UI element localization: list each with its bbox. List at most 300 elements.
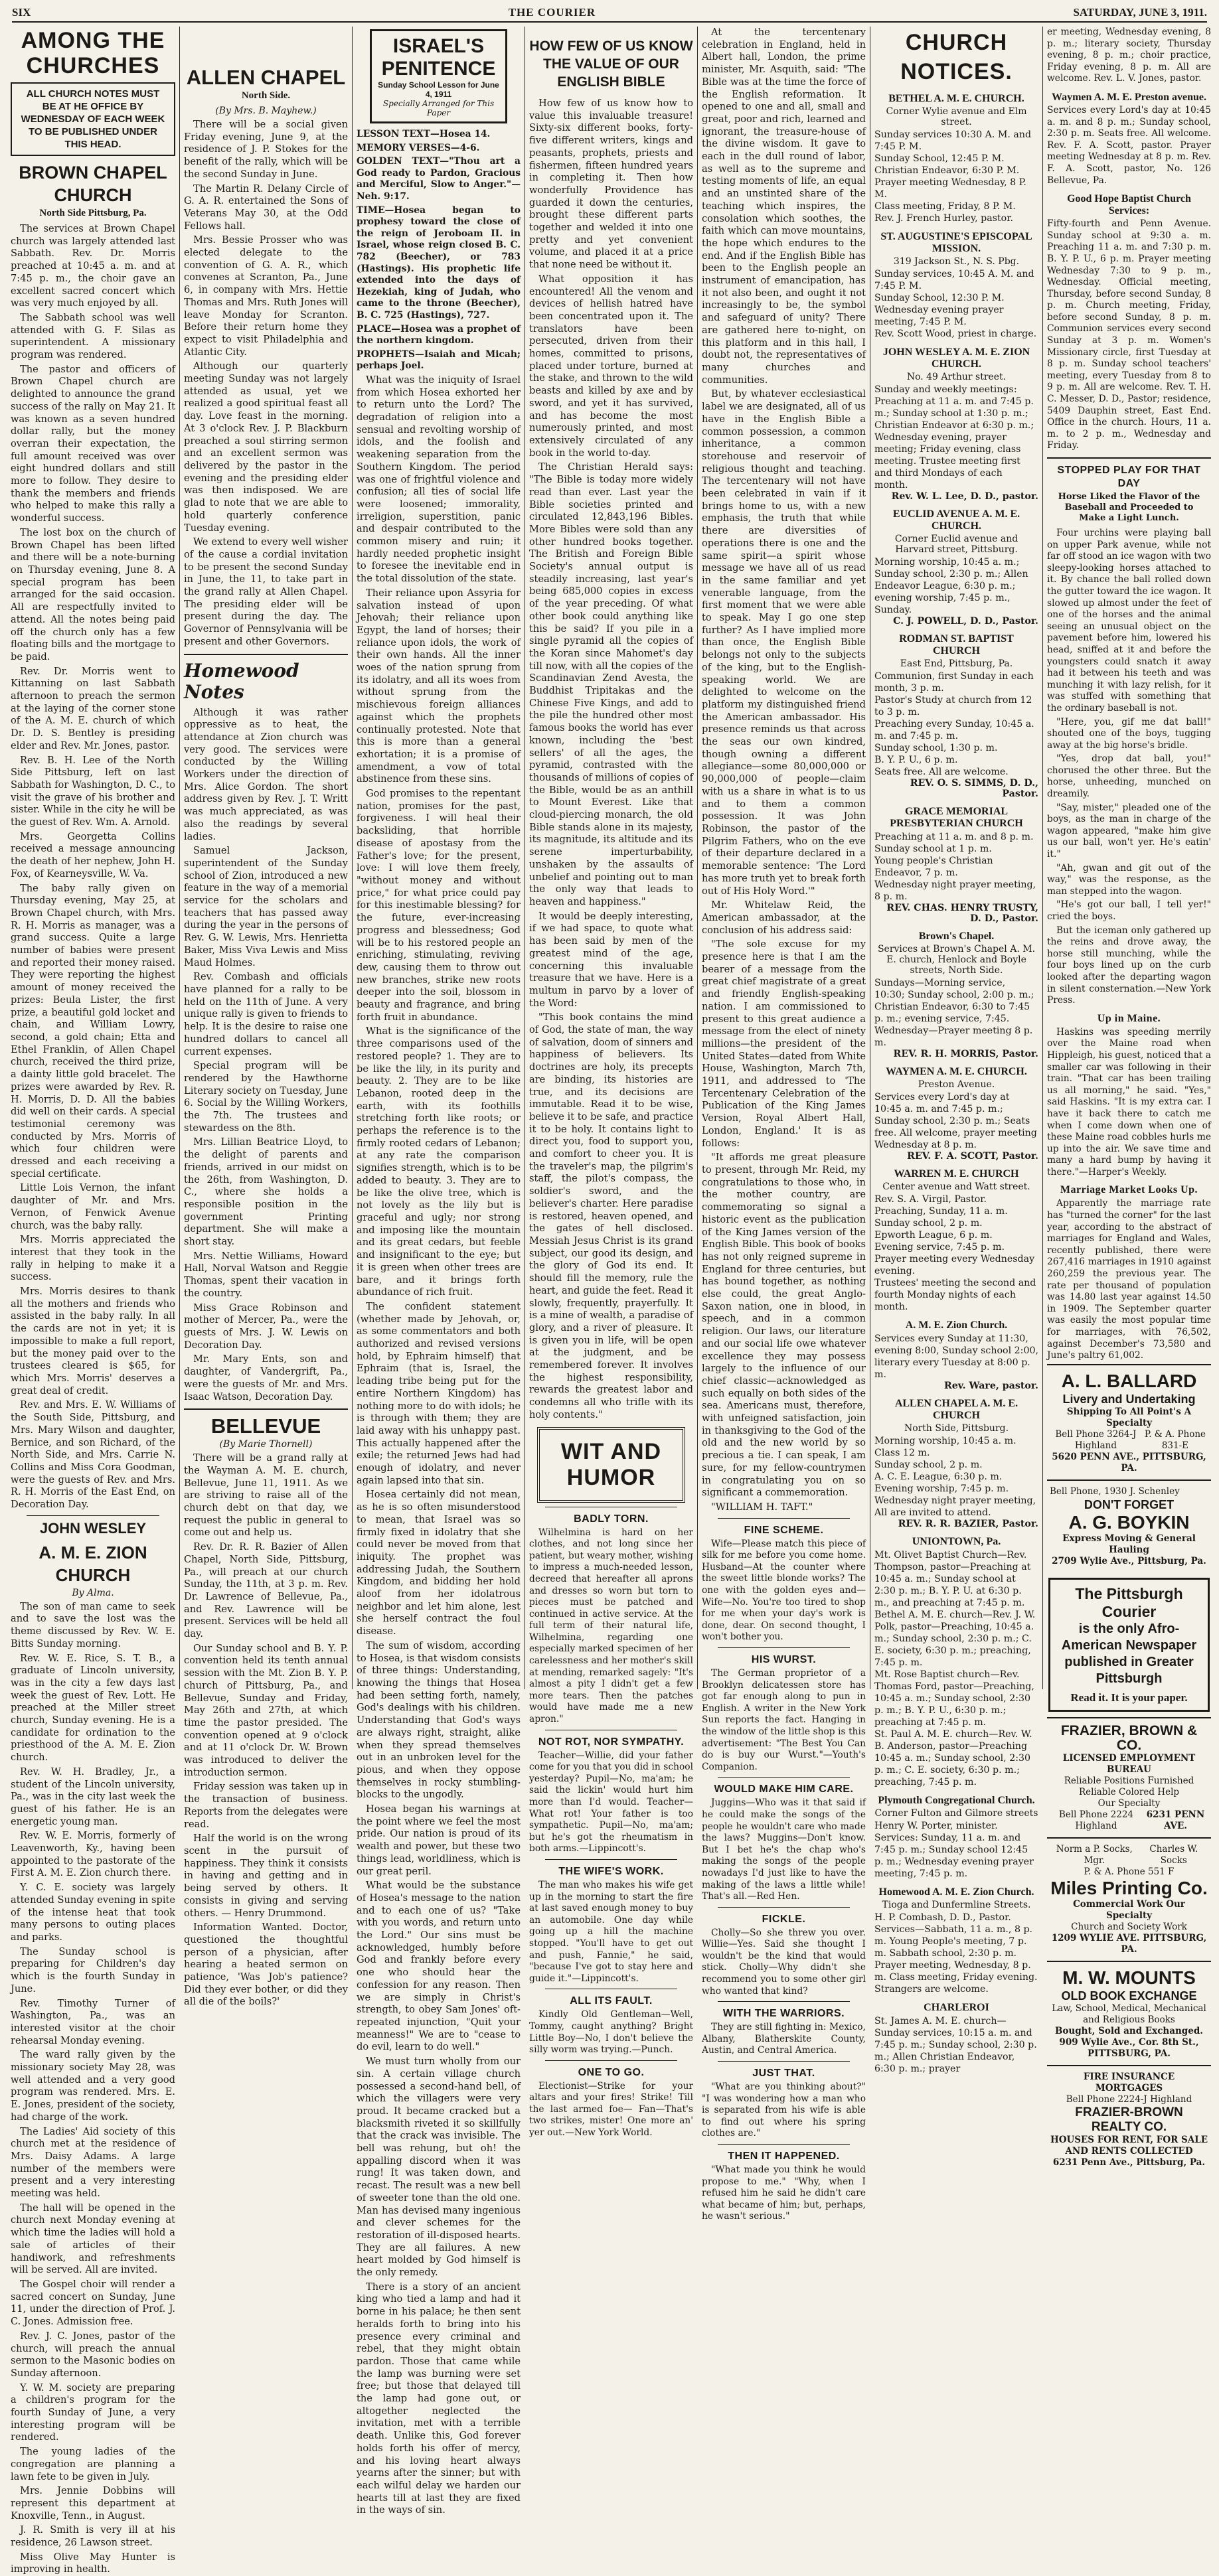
page-number: SIX	[12, 6, 31, 19]
joke-text: Wife—Please match this piece of silk for me before you come home. Husband—At the counter where the sweet little blonde works? The one with the golden eyes and— Wife—No. You're too tired to shop for me when your day's work is done, dear. On second thought, I won't bother you.	[702, 1538, 866, 1643]
church-service-line: Sunday and weekly meetings: Preaching at 11 a. m. and 7:45 p. m.; Sunday school at 1:30 p. m.; Christian Endeavor at 6:30 p. m.; Wednesday evening, prayer meeting; Friday evening, class meeting. Trustee meeting first and third Mondays of each month.	[874, 384, 1034, 491]
frazier-sub-2: Reliable Colored Help	[1078, 1786, 1180, 1797]
frazier-name: FRAZIER, BROWN & CO.	[1060, 1722, 1198, 1753]
article-paragraph: Mrs. Morris desires to thank all the mothers and friends who assisted in the baby rally. In all the cards are not in yet; it is impossible to make a full report, but the money paid over to the trustees cleared is $65, for which Mrs. Morris' deserves a great deal of credit.	[11, 1286, 175, 1397]
tercentenary-article	[702, 27, 866, 1514]
homewood-article	[184, 707, 348, 1404]
courier-ad-line-1: The Pittsburgh Courier	[1075, 1584, 1183, 1620]
article-paragraph: Rev. W. E. Rice, S. T. B., a graduate of Lincoln university, was in the city a few days last week the guest of Rev. Lott. He preached at the Miller street church, Sunday evening. He is a candidate for ordination to the priesthood of the A. M. E. Zion church.	[11, 1652, 175, 1764]
section-title: AMONG THE CHURCHES	[21, 28, 165, 78]
miles-name: Miles Printing Co.	[1050, 1877, 1208, 1898]
article-paragraph: The young ladies of the congregation are planning a lawn fete to be given in July.	[11, 2446, 175, 2482]
joke-title: THEN IT HAPPENED.	[728, 2151, 840, 2162]
church-service-line: Seats free. All are welcome.	[874, 767, 1009, 777]
church-service-line: Henry W. Porter, minister.	[874, 1821, 998, 1831]
church-service-line: Epworth League, 6 p. m.	[874, 1230, 993, 1241]
church-name: Good Hope Baptist Church Services:	[1067, 193, 1191, 217]
church-service-line: H. P. Combash, D. D., Pastor.	[874, 1912, 1011, 1923]
realty-address: 6231 Penn Ave., Pittsburg, Pa.	[1052, 2157, 1206, 2168]
church-service-line: Preaching, Sunday, 11 a. m.	[874, 1206, 1008, 1217]
article-paragraph: There is a story of an ancient king who tied a lamp and had it borne in his palace; he then sent heralds forth to bring into his presence every criminal and rebel, that they might obtain pardon. Those that came while the lamp was burning were set free; but those that delayed till the lamp had gone out, or altogether neglected the invitation, met with a terrible death. Unlike this, God forever holds forth his offer of mercy, and his loving heart always yearns after the sinner; but with each wilful delay we harden our hearts till at last they are fixed in the ways of sin.	[357, 2281, 521, 2516]
article-paragraph: The services at Brown Chapel church was largely attended last Sabbath. Rev. Dr. Morris preached at 10:45 a. m. and at 7:45 p. m., the choir gave an excellent sacred concert which was very much enjoyed by all.	[11, 223, 175, 309]
story-heading: STOPPED PLAY FOR THAT DAY	[1057, 465, 1201, 489]
article-paragraph: Mrs. Morris appreciated the interest that they took in the rally in helping to make it a success.	[11, 1234, 175, 1283]
frazier-line: LICENSED EMPLOYMENT BUREAU	[1062, 1752, 1196, 1775]
column-7	[1043, 27, 1215, 2168]
church-address: Corner Wylie avenue and Elm street.	[886, 106, 1027, 127]
church-service-line: Rev. J. French Hurley, pastor.	[874, 213, 1013, 224]
church-service-line: Evening service, 7:45 p. m.	[874, 1242, 1005, 1252]
article-paragraph: The Martin R. Delany Circle of G. A. R. entertained the Sons of Veterans May 30, at the Odd Fellows hall.	[184, 183, 348, 232]
joke-title: WOULD MAKE HIM CARE.	[714, 1783, 854, 1795]
article-paragraph: Hosea certainly did not mean, as he is so often misunderstood to mean, that Israel was so firmly fixed in idolatry that she could never be moved from that iniquity. The prophet was addressing Judah, the Southern Kingdom, and bidding her hold aloof from her idolatrous neighbor and let him alone, lest she herself contract the foul disease.	[357, 1489, 521, 1637]
church-service-line: Sunday school, 2 p. m.	[874, 1460, 983, 1470]
frazier-sub-3: Our Specialty	[1097, 1797, 1161, 1809]
divider	[718, 2061, 850, 2062]
church-address: 319 Jackson St., N. S. Pbg.	[893, 256, 1020, 267]
church-pastor: REV. R. H. MORRIS, Pastor.	[893, 1049, 1038, 1059]
marriage-text: Apparently the marriage rate has "turned the corner" for the last year, according to the abstract of marriages for England and Wales, recently published, there were 267,416 marriages in 1910 against 260,259 the previous year. The rate per thousand of population was 14.80 last year against 14.50 in 1909. The September quarter was easily the most popular time for marriages, with 76,502, against December's 73,580 and June's paltry 61,002.	[1047, 1198, 1211, 1361]
article-paragraph: Hosea began his warnings at the point where we feel the most pride. Our nation is proud of its wealth and power, but these two things lead, worldliness, which is our great peril.	[357, 1803, 521, 1877]
divider	[545, 1859, 677, 1860]
joke-text: Electionist—Strike for your altars and your fires! Strike! Till the last armed foe— Fan—That's two strikes, mister! One more an' yer out.—New York World.	[529, 2080, 693, 2139]
divider	[718, 1777, 850, 1778]
article-paragraph: Mr. Whitelaw Reid, the American ambassador, at the conclusion of his address said:	[702, 899, 866, 936]
article-paragraph: It would be deeply interesting, if we had space, to quote what has been said by men of the greatest mind of the age, concerning this invaluable treasure that we have. Here is a multum in parvo by a lover of the Word:	[529, 910, 693, 1009]
marriage-heading: Marriage Market Looks Up.	[1060, 1184, 1198, 1196]
article-paragraph: The Christian Herald says: "The Bible is today more widely read than ever. Last year the Bible societies printed and circulated 12,843,196 Bibles. More Bibles were sold than any other hundred books together. The British and Foreign Bible Society's annual output is steadily increasing, last year's being 685,000 copies in excess of the year preceding. Of what other book could anything like this be said? If you pile in a single pyramid all the copies of the Koran since Mahomet's day till now, with all the copies of the Scandinavian Zend Avesta, the Buddhist Tripitakas and the Chinese Five Kings, and add to the pile the hundred other most famous books the world has ever known, including the 'best sellers' of all the ages, the pyramid, contrasted with the thousands of millions of copies of the Bible, would be as an anthill to Mount Everest. Like that cloud-piercing monarch, the old Bible stands alone in its majesty, its magnitude, its altitude and its serene imperturbability, unshaken by the assaults of unbelief and pointing out to man the only way that leads to heaven and happiness."	[529, 461, 693, 907]
column-1	[7, 27, 179, 2575]
article-paragraph: Y. C. E. society was largely attended Sunday evening in spite of the intense heat that took many persons to outing places and parks.	[11, 1882, 175, 1943]
church-service-line: Young people's Christian Endeavor, 7 p. m.	[874, 856, 993, 878]
masthead	[12, 4, 1207, 23]
joke-text: They are still fighting in: Mexico, Albany, Blatherskite County, Austin, and Central America.	[702, 2022, 866, 2056]
article-paragraph: The lost box on the church of Brown Chapel has been lifted and there will be a note-burning on Thursday evening, June 8. A special program has been arranged for the said occasion. All are respectfully invited to attend. All the notes being paid off the church only has a few floating bills and the mortgage to be paid.	[11, 526, 176, 662]
joke-text: Kindly Old Gentleman—Well, Tommy, caught anything? Bright Little Boy—No, I don't believe the silly worm was trying.—Punch.	[529, 2009, 693, 2056]
bellevue-heading: BELLEVUE	[210, 1414, 321, 1438]
church-service-text: Services every Lord's day at 10:45 a. m. and 8 p. m.; Sunday school, 2:30 p. m. Seats free. All welcome. Rev. F. A. Scott, pastor. Prayer meeting Wednesday at 8 p. m. Rev. F. A. Scott, pastor, No. 126 Bellevue, Pa.	[1047, 104, 1211, 186]
article-paragraph: What opposition it has encountered! All the venom and devices of hellish hatred have been concentrated upon it. The translators have been persecuted, driven from their homes, committed to prisons, placed under torture, burned at the stake, and thrown to the wild beasts and killed by axe and by sword, and yet it has survived, and has become the most numerously printed, and most extensively circulated of any book in the world to-day.	[529, 273, 693, 459]
mounts-ad	[1047, 1961, 1211, 2065]
courier-ad-line-2: is the only Afro-American Newspaper published in Greater Pittsburgh	[1061, 1621, 1197, 1686]
bible-article-heading: HOW FEW OF US KNOW THE VALUE OF OUR ENGLISH BIBLE	[529, 38, 693, 90]
church-pastor: REV. CHAS. HENRY TRUSTY, D. D., Pastor.	[886, 903, 1038, 924]
article-paragraph: Miss Grace Robinson and mother of Mercer, Pa., were the guests of Mrs. J. W. Lewis on Decoration Day.	[184, 1302, 348, 1351]
church-service-line: Sunday school at 1 p. m.	[874, 844, 992, 854]
article-paragraph: Although it was rather oppressive as to heat, the attendance at Zion church was very good. The services were conducted by the Willing Workers under the direction of Mrs. Alice Gordon. The short address given by Rev. J. T. Writt was much appreciated, as was also the readings by several ladies.	[184, 706, 348, 842]
church-service-line: Services: Sunday, 11 a. m. and 7:45 p. m.; Sunday school 12:45 p. m.; Wednesday evening prayer meeting, 7:45 p. m.	[874, 1833, 1034, 1879]
article-paragraph: There will be a social given Friday evening, June 9, at the residence of J. P. Stokes for the benefit of the rally, which will be the second Sunday in June.	[184, 119, 348, 180]
article-paragraph: "This book contains the mind of God, the state of man, the way of salvation, doom of sinners and happiness of believers. Its doctrines are holy, its precepts are binding, its histories are true, and its decisions are immutable. Read it to be wise, believe it to be safe, and practice it to be holy. It contains light to direct you, food to support you, and comfort to cheer you. It is the traveler's map, the pilgrim's staff, the pilot's compass, the soldier's sword, and the believer's charter. Here paradise is restored, heaven opened, and the gates of hell disclosed. Messiah Jesus Christ is its grand subject, our good its design, and the glory of God its end. It should fill the memory, rule the heart, and guide the feet. Read it slowly, frequently, prayerfully. It is a mine of wealth, a paradise of glory, and a river of pleasure. It is given you in life, will be open at the judgment, and be remembered forever. It involves the highest responsibility, rewards the greatest labor and condemns all who trifle with its holy contents."	[529, 1012, 693, 1420]
church-service-line: Morning worship, 10:45 a. m.; Sunday school, 2:30 p. m.; Allen Endeavor League, 6:30 p. m.; evening worship, 7:45 p. m., Sunday.	[874, 557, 1028, 615]
story-article	[1047, 528, 1211, 1007]
column-4	[525, 27, 697, 2139]
divider	[184, 1408, 348, 1410]
joke-title: BADLY TORN.	[574, 1513, 649, 1525]
article-paragraph: Little Lois Vernon, the infant daughter of Mr. and Mrs. Vernon, of Fenwick Avenue church, was the baby rally.	[11, 1182, 175, 1231]
article-paragraph: "The sole excuse for my presence here is that I am the bearer of a message from the great chief magistrate of a great and friendly English-speaking nation. I am commissioned to present to this great audience a message from the elect of ninety millions—the president of the United States—dated from White House, Washington, March 7th, 1911, and addressed to 'The Tercentenary Celebration of the Publication of the King James Version, Royal Albert Hall, London, England.' It is as follows:	[702, 939, 866, 1149]
john-wesley-article	[11, 1601, 175, 2576]
article-paragraph: What was the iniquity of Israel from which Hosea exhorted her to return unto the Lord? The degradation of religion into a sensual and revolting worship of idols, and the foolish and weakening separation from the Southern Kingdom. The period was one of frightful violence and confusion; all ties of social life were loosened; immorality, irreligion, superstition, panic and despair contributed to the common misery and ruin; it hardly needed prophetic insight to foresee the inevitable end in the total dissolution of the state.	[357, 374, 521, 585]
church-service-line: St. Paul A. M. E. church—Rev. W. B. Anderson, pastor—Preaching 10:45 a. m.; Sunday school, 2:30 p. m.; C. E. society, 6:30 p. m.; preaching, 7:45 p. m.	[874, 1729, 1032, 1787]
article-paragraph: Special program will be rendered by the Hawthorne Literary society on Tuesday, June 6. Social by the Willing Workers, the 7th. The trustees and stewardess on the 8th.	[184, 1060, 348, 1134]
boykin-phone: Bell Phone, 1930 J. Schenley	[1050, 1485, 1180, 1497]
article-paragraph: We extend to every well wisher of the cause a cordial invitation to be present the second Sunday in June, the 11, to take part in the grand rally at Allen Chapel. The presiding elder will be present during the day. The Governor of Pennsylvania will be present and other Governors.	[184, 536, 348, 647]
article-paragraph: Y. W. M. society are preparing a children's program for the fourth Sunday of June, a very interesting program will be rendered.	[11, 2382, 175, 2443]
miles-manager-right: Charles W. Socks	[1149, 1843, 1198, 1866]
brown-chapel-article	[11, 223, 175, 1511]
church-address: No. 49 Arthur street.	[906, 372, 1007, 382]
church-name: UNIONTOWN, Pa.	[912, 1536, 1001, 1547]
ballard-ad	[1047, 1364, 1211, 1479]
realty-phone: Bell Phone 2224-J Highland	[1066, 2093, 1192, 2105]
bellevue-article	[184, 1452, 348, 2008]
article-paragraph: Rev. and Mrs. E. W. Williams of the South Side, Pittsburg, and Mrs. Mary Wilson and daughter, Bernice, and son Richard, of the North Side, and Mrs. Carrie N. Collins and Miss Cora Goodman, were the guests of Rev. and Mrs. R. H. Morris of the East End, on Decoration Day.	[11, 1399, 175, 1511]
article-paragraph: The ward rally given by the missionary society May 28, was well attended and a very good program was rendered. Mrs. E. E. Jones, president of the society, had charge of the work.	[11, 2049, 175, 2123]
church-name: GRACE MEMORIAL PRESBYTERIAN CHURCH	[890, 806, 1023, 829]
article-paragraph: The son of man came to seek and to save the lost was the theme discussed by Rev. W. E. Bitts Sunday morning.	[11, 1600, 175, 1649]
church-address: Corner Euclid avenue and Harvard street, Pittsburg.	[894, 534, 1018, 555]
church-service-line: B. Y. P. U., 6 p. m.	[874, 755, 958, 765]
lesson-header-lines	[357, 129, 521, 372]
ballard-name: A. L. BALLARD	[1061, 1370, 1197, 1391]
church-name: Homewood A. M. E. Zion Church.	[878, 1886, 1034, 1898]
church-service-line: Sunday services, 10:45 A. M. and 7:45 P. M.	[874, 269, 1034, 291]
article-paragraph: The sum of wisdom, according to Hosea, is that wisdom consists of three things: Understanding, knowing the things that Hosea had been setting forth, namely, God's dealings with his children. Understanding that God's ways are always right, straight, alike when they spread themselves out in an unbroken level for the pious, and when they oppose themselves in rocky stumbling-blocks to the ungodly.	[357, 1639, 521, 1801]
church-service-line: Services—Sabbath, 11 a. m., 8 p. m. Young People's meeting, 7 p. m. Sabbath school, 2:30 p. m. Prayer meeting, Wednesday, 8 p. m. Class meeting, Friday evening. Strangers are welcome.	[874, 1924, 1038, 1995]
joke-text: Juggins—Who was it that said if he could make the songs of the people he wouldn't care who made the laws? Muggins—Don't know. But I bet he's the chap who's making the songs of the people nowadays I'd just like to have the making of the laws a little while! That's all.—Red Hen.	[702, 1797, 866, 1902]
byline: (By Mrs. B. Mayhew.)	[215, 106, 317, 116]
church-address: North Side, Pittsburg.	[904, 1423, 1009, 1434]
frazier-address: 6231 PENN AVE.	[1146, 1809, 1205, 1831]
church-service-line: Rev. Scott Wood, priest in charge.	[874, 329, 1037, 339]
article-paragraph: At the tercentenary celebration in England, held in Albert hall, London, the prime minister, Mr. Asquith, said: "The Bible was at the time the force of the English reformation. It opened to one and all, small and great, poor and rich, learned and ignorant, the treasure-house of the divine wisdom. It gave to each in the dull round of labor, as well as to the supreme and testing moments of life, an equal and an unstinted share of the teaching which inspires, the consolation which soothes, the faith which can move mountains, the hope which endures to the end. And if the English Bible has been to the English people an instrument of emancipation, has it not also been, and ought it not increasingly to be, the symbol and safeguard of unity? There are gathered here to-night, on this platform and in this hall, I doubt not, the representatives of many churches and communities.	[702, 27, 866, 386]
frazier-phone: Bell Phone 2224 Highland	[1058, 1809, 1133, 1831]
church-name: A. M. E. Zion Church.	[905, 1320, 1008, 1331]
article-paragraph: "WILLIAM H. TAFT."	[711, 1501, 813, 1513]
church-notices-heading: CHURCH NOTICES.	[900, 30, 1013, 84]
brown-chapel-heading: BROWN CHAPEL CHURCH	[19, 163, 167, 205]
boykin-ad	[1047, 1479, 1211, 1572]
miles-managers	[1050, 1844, 1208, 1866]
lesson-header-line: PLACE—Hosea was a prophet of the northern kingdom.	[357, 323, 521, 346]
church-service-line: Class 12 m.	[874, 1448, 930, 1458]
church-service-line: Sunday services 10:30 A. M. and 7:45 P. M.	[874, 129, 1032, 152]
church-service-line: Wednesday night prayer meeting, All are invited to attend.	[874, 1495, 1036, 1518]
article-paragraph: Rev. Dr. R. R. Bazier of Allen Chapel, North Side, Pittsburg, Pa., will preach at our church Sunday, the 11th, at 3 p. m. Rev. Dr. Lawrence of Bellevue, Pa., and Rev. Lawrence will be present. Services will be held all day.	[184, 1541, 348, 1640]
joke-text: The man who makes his wife get up in the morning to start the fire at last saved enough money to buy an automobile. One day while going up a hill the machine stopped. "You'll have to get out and push, Fannie," he said, "because I've got to stay here and guide it."—Lippincott's.	[529, 1879, 693, 1984]
article-paragraph: Information Wanted. Doctor, questioned the thoughtful person of a physician, after hearing a heated sermon on patience, 'Was Job's patience? Did they ever bother, or did they all die of the boils?'	[184, 1922, 348, 2008]
story-subheading: Horse Liked the Flavor of the Baseball and Proceeded to Make a Light Lunch.	[1058, 492, 1200, 523]
lesson-title-1: ISRAEL'S	[392, 35, 485, 57]
lesson-article	[357, 374, 521, 2517]
column-2	[180, 27, 352, 2008]
church-pastor: C. J. POWELL, D. D., Pastor.	[893, 616, 1038, 627]
church-pastor: Rev. W. L. Lee, D. D., pastor.	[891, 491, 1038, 502]
article-paragraph: Rev. B. H. Lee of the North Side Pittsburg, left on last Sabbath for Washington, D. C., to visit the grave of his brother and sister. While in the city he will be the guest of Rev. Wm. A. Arnold.	[11, 754, 175, 828]
church-notices-list	[874, 93, 1038, 2075]
church-pastor: REV. F. A. SCOTT, Pastor.	[907, 1151, 1038, 1162]
column-6	[870, 27, 1042, 2074]
mounts-address: 909 Wylie Ave., Cor. 8th St., PITTSBURG, PA.	[1059, 2036, 1199, 2059]
article-paragraph: The pastor and officers of Brown Chapel church are delighted to announce the grand success of the rally on May 21. It was known as a seven hundred dollar rally, but the money overran their expectation, the full amount received was over eight hundred dollars and still more to follow. They desire to thank the members and friends who helped to make this rally a wonderful success.	[11, 363, 175, 524]
divider	[718, 2001, 850, 2002]
church-name: Brown's Chapel.	[918, 931, 995, 942]
brown-chapel-subheading: North Side Pittsburg, Pa.	[39, 208, 147, 218]
lesson-header-line: TIME—Hosea began to prophesy toward the close of the reign of Jeroboam II. in Israel, whose reign closed B. C. 782 (Beecher), or 783 (Hastings). His prophetic life extended into the days of Hezekiah, king of Judah, who came to the throne (Beecher), B. C. 725 (Hastings), 727.	[357, 204, 521, 321]
lesson-title-2: PENITENCE	[381, 58, 496, 80]
article-paragraph: The Ladies' Aid society of this church met at the residence of Mrs. Daisy Adams. A large number of the members were present and a very interesting meeting was held.	[11, 2125, 175, 2200]
byline: (By Marie Thornell)	[219, 1439, 313, 1450]
up-in-maine-text: Haskins was speeding merrily over the Maine road when Hippleigh, his guest, noticed that a smaller car was following in their train. "That car has been trailing us all morning," he said. "Yes," said Haskins. "It is my extra car. I have it back there to catch me when I come down when one of these Maine road cobbles hurls me up into the air. We save time and many a hard bump by having it there."—Harper's Weekly.	[1047, 1026, 1211, 1177]
church-name: RODMAN ST. BAPTIST CHURCH	[899, 633, 1014, 656]
divider	[545, 2060, 677, 2061]
church-service-line: Pastor's Study at church from 12 to 3 p. m.	[874, 695, 1032, 718]
article-paragraph: "Yes, drop dat ball, you!" chorused the other three. But the horse, unheeding, munched on dreamily.	[1047, 753, 1211, 800]
ballard-sub: Shipping To All Point's A Specialty	[1066, 1406, 1192, 1428]
mounts-sub-1: Law, School, Medical, Mechanical and Religious Books	[1052, 2003, 1206, 2025]
church-service-line: Class meeting, Friday, 8 P. M.	[874, 201, 1016, 212]
church-pastor: REV. O. S. SIMMS, D. D., Pastor.	[910, 778, 1038, 799]
allen-chapel-article	[184, 119, 348, 648]
lesson-date-line: Sunday School Lesson for June 4, 1911	[378, 80, 499, 99]
article-paragraph: The confident statement (whether made by Jehovah, or, as some commentators and both authorized and revised versions hold, by Ephraim himself) that Ephraim (that is, Israel, the leading tribe being put for the entire Northern Kingdom) has nothing more to do with idols; he is through with them; they are laid away with his unhappy past. This actually happened after the exile; the returned Jews had had enough of idolatry, and never again lapsed into that sin.	[357, 1300, 521, 1486]
allen-chapel-subheading: North Side.	[241, 90, 291, 101]
miles-sub: Church and Society Work	[1071, 1921, 1187, 1932]
article-paragraph: Rev. Dr. Morris went to Kittanning on last Sabbath afternoon to preach the sermon at the laying of the corner stone of the A. M. E. church of which Dr. D. S. Bentley is presiding elder and Rev. Mr. Jones, pastor.	[11, 665, 175, 751]
joke-text: The German proprietor of a Brooklyn delicatessen store has got far enough along to pun in English. A writer in the New York Sun reports the fact. Hanging in the window of the little shop is this advertisement: "The Best You Can do is buy our Wurst."—Youth's Companion.	[702, 1668, 866, 1772]
up-in-maine-heading: Up in Maine.	[1097, 1012, 1161, 1024]
jokes-list	[702, 1518, 866, 2223]
church-service-line: Services every Lord's day at 10:45 a. m. and 7:45 p. m.; Sunday school, 2:30 p. m.; Seats free. All welcome, prayer meeting Wednesday at 8 p. m.	[874, 1092, 1037, 1150]
mounts-name: M. W. MOUNTS	[1062, 1967, 1196, 1988]
church-service-line: Preaching every Sunday, 10:45 a. m. and 7:45 p. m.	[874, 719, 1034, 741]
lesson-header-line: MEMORY VERSES—4-6.	[357, 142, 480, 153]
article-paragraph: Our Sunday school and B. Y. P. convention held its tenth annual session with the Mt. Zion B. Y. P. church of Pittsburg, Pa., and Bellevue, Sunday and Friday, May 26th and 27th, at which time the pastor presided. The convention opened at 9 o'clock and at 11 o'clock Dr. W. Brown was introduced to deliver the introduction sermon.	[184, 1642, 348, 1778]
joke-title: THE WIFE'S WORK.	[558, 1865, 664, 1877]
lesson-arranged-line: Specially Arranged for This Paper	[382, 99, 495, 117]
article-paragraph: Friday session was taken up in the transaction of business. Reports from the delegates were read.	[184, 1781, 348, 1830]
lesson-header-line: GOLDEN TEXT—"Thou art a God ready to Pardon, Gracious and Merciful, Slow to Anger."—Neh. 9:17.	[357, 156, 521, 202]
article-paragraph: Miss Olive May Hunter is improving in health.	[11, 2551, 175, 2575]
article-paragraph: Mrs. Jennie Dobbins will represent this department at Knoxville, Tenn., in August.	[11, 2485, 175, 2522]
article-paragraph: There will be a grand rally at the Wayman A. M. E. church, Bellevue, June 11, 1911. As we are striving to raise all of the church debt on that day, we request the public in general to come out and help us.	[184, 1452, 348, 1539]
article-paragraph: What would be the substance of Hosea's message to the nation and to each one of us? "Take with you words, and return unto the Lord." Our sins must be acknowledged, humbly before God and frankly before every one who should hear the confession for any reason. Then we are simply in Christ's strength, to obey Sam Jones' oft-repeated injunction, "Quit your meanness!" We are to "cease to do evil, learn to do well."	[357, 1880, 521, 2053]
church-service-line: Evening worship, 7:45 p. m.	[874, 1483, 1009, 1494]
article-paragraph: Four urchins were playing ball on upper Park avenue, while not far off stood an ice wagon with two sleepy-looking horses attached to it. By chance the ball rolled down the gutter toward the ice wagon. It slowed up almost under the feet of one of the horses and the animal seeing an unusual object on the pavement before him, lowered his head, sniffed at it and before the youngsters could snatch it away had it between his teeth and was munching it with lazy relish, for it was stuffed with something that the ordinary baseball is not.	[1047, 528, 1211, 714]
boykin-pre: DON'T FORGET	[1084, 1497, 1175, 1511]
article-paragraph: God promises to the repentant nation, promises for the past, forgiveness. I will heal their backsliding, that horrible disease of apostasy from the Father's love; for the present, love: I will love them freely, "without money and without price," for what price could pay for this inestimable blessing? for the future, ever-increasing progress and blessedness; God will be to his restored people an enriching, stimulating, reviving dew, causing them to throw out new branches, strike new roots deeper into the soil, blossom in beauty and fragrance, and bring forth fruit in abundance.	[357, 788, 521, 1023]
church-service-line: Wednesday—Prayer meeting 8 p. m.	[874, 1025, 1033, 1048]
church-name: ST. AUGUSTINE'S EPISCOPAL MISSION.	[880, 231, 1032, 254]
church-name: WARREN M. E. CHURCH	[894, 1168, 1019, 1179]
divider	[718, 2144, 850, 2145]
article-paragraph: Samuel Jackson, superintendent of the Sunday school of Zion, introduced a new feature in the way of a memorial service for the scholars and teachers that has passed away during the year in the persons of Rev. G. W. Lewis, Mrs. Henrietta Baker, Miss Viva Lewis and Miss Maud Holmes.	[184, 845, 348, 968]
divider	[1047, 457, 1211, 459]
article-paragraph: Rev. J. C. Jones, pastor of the church, will preach the annual sermon to the Masonic bodies on Sunday afternoon.	[11, 2330, 175, 2379]
mounts-sub-2: Bought, Sold and Exchanged.	[1055, 2025, 1203, 2036]
church-service-line: A. C. E. League, 6:30 p. m.	[874, 1472, 1003, 1482]
divider	[27, 1515, 159, 1516]
article-paragraph: "Here, you, gif me dat ball!" shouted one of the boys, tugging away at the big horse's bridle.	[1047, 716, 1211, 751]
realty-line: HOUSES FOR RENT, FOR SALE AND RENTS COLLECTED	[1050, 2134, 1208, 2157]
article-paragraph: Mrs. Georgetta Collins received a message announcing the death of her nephew, John H. Fox, of Kearneysville, W. Va.	[11, 830, 175, 879]
article-paragraph: Half the world is on the wrong scent in the pursuit of happiness. They think it consists in having and getting and in being served by others. It consists in giving and serving others. — Henry Drummond.	[184, 1833, 348, 1919]
church-service-line: Morning worship, 10:45 a. m.	[874, 1436, 1016, 1446]
church-name: WAYMEN A. M. E. CHURCH.	[886, 1066, 1027, 1077]
article-paragraph: "It affords me great pleasure to present, through Mr. Reid, my congratulations to those who, in the mother country, are commemorating so signal a historic event as the publication of the King James version of the English Bible. This book of books has not only reigned supreme in England for three centuries, but has bound together, as nothing else could, the great Anglo-Saxon nation, one in blood, in speech, and in a common religion. Our laws, our literature and our social life owe whatever excellence they may possess largely to the influence of our chief classic—acknowledged as such equally on both sides of the sea. Americans must, therefore, with unfeigned satisfaction, join in thanksgiving to the God of the old and the new world by so precious a tie. I can speak, I am sure, for my fellow-countrymen in congratulating you on so significant a commemoration.	[702, 1152, 866, 1499]
boykin-name: A. G. BOYKIN	[1068, 1511, 1190, 1533]
article-paragraph: Mrs. Nettie Williams, Howard Hall, Norval Watson and Reggie Thomas, spent their vacation in the country.	[184, 1250, 348, 1299]
church-service-line: Christian Endeavor, 6:30 P. M.	[874, 165, 1020, 176]
article-paragraph: The baby rally given on Thursday evening, May 25, at Brown Chapel church, with Mrs. R. H. Morris as manager, was a grand success. Quite a large number of babies were present and reported their money raised. They were reporting the highest amount of money received the prizes: Beula Lister, the first prize, a beautiful gold locket and chain, and William Lowry, second, a gold chain; Etta and Ethel Franklin, of Allen Chapel church, received the third prize, a dainty little gold bracelet. The prizes were awarded by Rev. R. H. Morris, D. D. All the babies did well on their cards. A special testimonial ceremony was conducted by Mrs. Morris of which four children were dressed and each receiving a special certificate.	[11, 882, 175, 1179]
article-paragraph: The hall will be opened in the church next Monday evening at which time the ladies will hold a sale of articles of their handiwork, and refreshments will be served. All are invited.	[11, 2202, 175, 2276]
church-service-line: Sunday school, 1:30 p. m.	[874, 743, 998, 753]
article-paragraph: Although our quarterly meeting Sunday was not largely attended as usual, yet we realized a good spiritual feast all day. Love feast in the morning. At 3 o'clock Rev. J. P. Blackburn preached a soul stirring sermon and an excellent sermon was delivered by the pastor in the evening and the presiding elder was then indisposed. We are glad to note that we are able to hold quarterly conference Tuesday evening.	[184, 360, 348, 534]
allen-chapel-heading: ALLEN CHAPEL	[186, 66, 346, 89]
byline: By Alma.	[72, 1587, 114, 1598]
joke-title: ONE TO GO.	[578, 2066, 645, 2078]
lesson-header-line: LESSON TEXT—Hosea 14.	[357, 129, 491, 139]
church-service-line: Wednesday evening prayer meeting, 7:45 P. M.	[874, 305, 1004, 327]
ballard-address: 5620 PENN AVE., PITTSBURG, PA.	[1052, 1451, 1206, 1474]
courier-ad-line-3: Read it. It is your paper.	[1070, 1691, 1188, 1704]
church-name: CHARLEROI	[924, 2002, 989, 2013]
zion-church-heading: A. M. E. ZION CHURCH	[39, 1542, 147, 1585]
realty-ad	[1047, 2065, 1211, 2174]
frazier-contact	[1050, 1809, 1208, 1832]
frazier-brown-ad	[1047, 1717, 1211, 1837]
church-service-line: Prayer meeting every Wednesday evening.	[874, 1254, 1035, 1276]
column-3	[353, 27, 525, 2516]
homewood-heading: Homewood Notes	[184, 659, 299, 703]
church-name: BETHEL A. M. E. CHURCH.	[888, 93, 1024, 104]
church-address: East End, Pittsburg, Pa.	[900, 658, 1013, 669]
john-wesley-heading: JOHN WESLEY	[39, 1519, 147, 1537]
miles-phone: P. & A. Phone 551 F	[1084, 1866, 1175, 1877]
notice-line: er meeting, Wednesday evening, 8 p. m.; literary society, Thursday evening, 8 p. m.; choir practice, Friday evening, 8 p. m. All are welcome. Rev. L. V. Jones, pastor.	[1047, 27, 1211, 84]
article-paragraph: Rev. W. E. Morris, formerly of Leavenworth, Ky., having been appointed to the pastorate of the First A. M. E. Zion church there.	[11, 1830, 175, 1879]
miles-manager-left: Norm a P. Socks, Mgr.	[1056, 1843, 1133, 1866]
joke-title: FINE SCHEME.	[744, 1524, 824, 1536]
church-service-line: Wednesday night prayer meeting, 8 p. m.	[874, 879, 1036, 902]
article-paragraph: The Sunday school is preparing for Children's day which is the fourth Sunday in June.	[11, 1945, 175, 1995]
miles-line: Commercial Work Our Specialty	[1073, 1898, 1185, 1921]
joke-text: Cholly—So she threw you over. Willie—Yes. Said she thought I wouldn't be the kind that would stick. Cholly—Why didn't she recommend you to some other girl who wanted that kind?	[702, 1927, 866, 1997]
notice-continued	[1047, 27, 1211, 85]
church-service-line: Bethel A. M. E. church—Rev. J. W. Polk, pastor—Preaching, 10:45 a. m.; Sunday school, 2:30 p. m.; C. E. society, 6:30 p. m.; preaching, 7:45 p. m.	[874, 1610, 1036, 1668]
church-address: Tioga and Dunfermline Streets.	[882, 1900, 1031, 1910]
article-paragraph: We must turn wholly from our sin. A certain village church possessed a second-hand bell, of which the villagers were very proud. It became cracked but a blacksmith riveted it so skillfully that the crack was invisible. The bell was rehung, but oh! the appalling discord when it was rung! It was taken down, and recast. The result was a new bell of sweeter tone than the old one. Man has devised many ingenious and clever schemes for the restoration of ill-disposed hearts. They are all failures. A new heart molded by God himself is the only remedy.	[357, 2056, 521, 2279]
article-paragraph: Mrs. Bessie Prosser who was elected delegate to the convention of G. A. R., which convenes at Scranton, Pa., June 6, in company with Mrs. Hettie Thomas and Mrs. Ruth Jones will leave Monday for Scranton. Before their return home they expect to visit Philadelphia and Atlantic City.	[184, 234, 348, 358]
article-paragraph: But the iceman only gathered up the reins and drove away, the horse still munching, while the four boys lined up on the curb looked after the departing wagon in silent consternation.—New York Press.	[1047, 925, 1211, 1006]
jokes-list	[529, 1507, 693, 2139]
church-name: ALLEN CHAPEL A. M. E. CHURCH	[894, 1398, 1018, 1421]
church-service-line: Trustees' meeting the second and fourth Monday nights of each month.	[874, 1278, 1036, 1312]
submission-notice: ALL CHURCH NOTES MUST BE AT HE OFFICE BY WEDNESDAY OF EACH WEEK TO BE PUBLISHED UNDER THIS HEAD.	[11, 82, 175, 156]
church-service-line: Sundays—Morning service, 10:30; Sunday school, 2:00 p. m.; Christian Endeavor, 6:30 to 7:45 p. m.; evening service, 7:45.	[874, 978, 1034, 1024]
church-service-line: Prayer meeting Wednesday, 8 P. M.	[874, 177, 1026, 200]
article-paragraph: What is the significance of the three comparisons used of the restored people? 1. They are to be like the lily, in its purity and beauty. 2. They are to be like Lebanon, rooted deep in the earth, with its foothills stretching forth like roots; or perhaps the reference is to the firmly rooted cedars of Lebanon; at any rate the comparison signifies strength, which is to be added to beauty. 3. They are to be like the olive tree, which is not lovely as the lily but is graceful and ugly; nor strong and imposing like the mountain and its great cedars, but feeble and insignificant to the eye; but it is green when other trees are bare, and it brings forth abundance of rich fruit.	[357, 1025, 521, 1298]
church-service-line: Mt. Rose Baptist church—Rev. Thomas Ford, pastor—Preaching, 10:45 a. m.; Sunday school, 2:30 p. m.; B. Y. P. U., 6:30 p. m.; preaching at 7:45 p. m.	[874, 1669, 1034, 1728]
joke-text: "What are you thinking about?" "I was wondering how a man who is separated from his wife is able to find out where his spring clothes are."	[702, 2082, 866, 2139]
divider	[718, 1518, 850, 1519]
column-5	[698, 27, 870, 2222]
article-paragraph: Rev. Timothy Turner of Washington, Pa., was an interested visitor at the choir rehearsal Monday evening.	[11, 1997, 175, 2046]
church-name: JOHN WESLEY A. M. E. ZION CHURCH.	[882, 346, 1030, 370]
realty-name: FRAZIER-BROWN REALTY CO.	[1075, 2105, 1183, 2134]
article-paragraph: "Say, mister," pleaded one of the boys, as the man in charge of the wagon appeared, "make him give us our ball, won't yer. He's eatin' it."	[1047, 802, 1211, 860]
church-notices-list	[1047, 92, 1211, 452]
courier-ad	[1048, 1578, 1210, 1712]
church-name: EUCLID AVENUE A. M. E. CHURCH.	[892, 508, 1020, 532]
miles-address: 1209 WYLIE AVE. PITTSBURG, PA.	[1051, 1932, 1207, 1955]
article-paragraph: Rev. Combash and officials have planned for a rally to be held on the 11th of June. A very unique rally is given to friends to help. It is the desire to raise one hundred dollars to cancel all current expenses.	[184, 971, 348, 1057]
paper-name: THE COURIER	[508, 6, 596, 19]
joke-title: FICKLE.	[762, 1913, 806, 1925]
joke-text: Wilhelmina is hard on her clothes, and not long since her patient, but weary mother, wishing to impress a much-needed lesson, decreed that hereafter all aprons and dresses so worn but torn to pieces must be patched and continued in active service. At the full term of their natural life, Wilhelmina, regarding one especially marked specimen of her carelessness and her mother's skill at mending, remarked sagely: "It's almost a pity I didn't get a few more tears. Then the patches would have made me a new apron."	[529, 1527, 693, 1725]
church-service-text: Fifty-fourth and Penn Avenue. Sunday school at 9:30 a. m. Preaching 11 a. m. and 7:30 p. m. B. Y. P. U., 6 p. m. Prayer meeting Wednesday 7:30 to 9 p. m., Wednesday. Official meeting, Thursday, before second Sunday, 8 p. m. Church meeting, Friday, before second Sunday, 8 p. m. Communion services every second Sunday at 3 p. m. Women's Missionary circle, first Tuesday at 8 p. m. Sunday school teachers' meeting, every Tuesday from 8 to 9 p. m. All are welcome. Rev. T. H. C. Messer, D. D., Pastor; residence, 5409 Dauphin street, East End. Office in the church. Hours, 11 a. m. to 2 p. m., Wednesday and Friday.	[1047, 218, 1211, 451]
boykin-address: 2709 Wylie Ave., Pittsburg, Pa.	[1052, 1555, 1206, 1566]
frazier-sub-1: Reliable Positions Furnished	[1064, 1775, 1194, 1786]
lesson-header-line: PROPHETS—Isaiah and Micah; perhaps Joel.	[357, 348, 521, 372]
joke-title: HIS WURST.	[751, 1654, 817, 1666]
article-paragraph: Their reliance upon Assyria for salvation instead of upon Jehovah; their reliance upon Egypt, the land of horses; their reliance upon idols, the work of their own hands. All the inner woes of the nation sprung from its idolatry, and all its woes from without sprung from the mischievous foreign alliances against which the prophets continually protested. Note that this is more than a general exhortation; it is a promise of amendment, a vow of total abstinence from these sins.	[357, 587, 521, 785]
church-address: Corner Fulton and Gilmore streets	[874, 1808, 1038, 1819]
joke-title: JUST THAT.	[752, 2068, 815, 2080]
church-service-line: Preaching at 11 a. m. and 8 p. m.	[874, 832, 1034, 842]
boykin-line: Express Moving & General Hauling	[1062, 1533, 1196, 1555]
ballard-phone-2: P. & A. Phone 831-E	[1144, 1428, 1206, 1451]
joke-text: Teacher—Willie, did your father come for you that you did in school yesterday? Pupil—No, ma'am; he said the lickin' would hurt him more than I'd would. Teacher—What rot! Your father is too sympathetic. Pupil—No, ma'am; but he's got the rheumatism in both arms.—Lippincott's.	[529, 1750, 693, 1855]
church-pastor: REV. R. R. BAZIER, Pastor.	[898, 1519, 1038, 1529]
church-pastor: Rev. Ware, pastor.	[943, 1381, 1038, 1391]
church-address: Center avenue and Watt street.	[882, 1181, 1030, 1192]
article-paragraph: "He's got our ball, I tell yer!" cried the boys.	[1047, 899, 1211, 922]
church-service-line: Communion, first Sunday in each month, 3 p. m.	[874, 671, 1034, 694]
church-service-line: Mt. Olivet Baptist Church—Rev. Thompson, pastor—Preaching at 10:45 a. m.; Sunday school at 2:30 p. m.; B. Y. P. U. at 6:30 p. m., and preaching at 7:45 p. m.	[874, 1550, 1031, 1608]
church-service-line: Sunday School, 12:30 P. M.	[874, 293, 1005, 303]
miles-printing-ad	[1047, 1837, 1211, 1961]
joke-title: ALL ITS FAULT.	[570, 1995, 653, 2007]
article-paragraph: "Ah, gwan and git out of the way," was the response, as the man stepped into the wagon.	[1047, 862, 1211, 897]
article-paragraph: How few of us know how to value this invaluable treasure! Sixty-six different books, forty-five different writers, kings and peasants, prophets, priests and fishermen, fifteen hundred years in completing it. Then how wonderfully Providence has guarded it down the centuries, brought these different parts together and welded it into one pretty and yet convenient volume, and placed it at a price that none need be without it.	[529, 98, 693, 271]
mounts-line: OLD BOOK EXCHANGE	[1061, 1989, 1197, 2003]
article-paragraph: J. R. Smith is very ill at his residence, 26 Lawson street.	[11, 2524, 175, 2549]
church-service-line: St. James A. M. E. church—Sunday services, 10:15 a. m. and 7:45 p. m.; Sunday school, 2:30 p. m.; Allen Christian Endeavor, 6:30 p. m.; prayer	[874, 2016, 1037, 2074]
article-paragraph: The Gospel choir will render a sacred concert on Sunday, June 11, under the direction of Prof. J. C. Jones. Admission free.	[11, 2278, 175, 2328]
divider	[184, 654, 348, 655]
article-paragraph: Rev. W. H. Bradley, Jr., a student of the Lincoln university, Pa., was in the city last week the guest of his father. He is an energetic young man.	[11, 1766, 175, 1827]
article-paragraph: Mr. Mary Ents, son and daughter, of Vandergrift, Pa., were the guests of Mr. and Mrs. Isaac Watson, Decoration Day.	[184, 1353, 348, 1402]
church-service-line: Services every Sunday at 11:30, evening 8:00, Sunday school 2:00, literary every Tuesday at 8:00 p. m.	[874, 1333, 1039, 1380]
church-name: Plymouth Congregational Church.	[878, 1795, 1035, 1806]
church-service-line: Rev. S. A. Virgil, Pastor.	[874, 1194, 987, 1205]
church-address: Preston Avenue.	[918, 1079, 995, 1090]
ballard-phone-1: Bell Phone 3264-J Highland	[1055, 1428, 1137, 1451]
issue-date: SATURDAY, JUNE 3, 1911.	[1073, 6, 1207, 19]
church-service-line: Sunday school, 2 p. m.	[874, 1218, 983, 1229]
ballard-line: Livery and Undertaking	[1062, 1392, 1196, 1406]
joke-text: "What made you think he would propose to me." "Why, when I refused him he said he didn't care what became of him; but, perhaps, he wasn't serious."	[702, 2164, 866, 2222]
article-paragraph: Mrs. Lillian Beatrice Lloyd, to the delight of parents and friends, arrived in our midst on the 26th, from Washington, D. C., where she holds a responsible position in the government Printing department. She will make a short stay.	[184, 1136, 348, 1248]
bible-article	[529, 98, 693, 1422]
joke-title: NOT ROT, NOR SYMPATHY.	[538, 1736, 685, 1748]
church-address: Services at Brown's Chapel A. M. E. church, Henlock and Boyle streets, North Side.	[877, 944, 1036, 976]
realty-top: FIRE INSURANCE MORTGAGES	[1083, 2071, 1175, 2093]
joke-title: WITH THE WARRIORS.	[722, 2008, 845, 2020]
wit-and-humor-heading: WIT AND HUMOR	[537, 1427, 685, 1503]
